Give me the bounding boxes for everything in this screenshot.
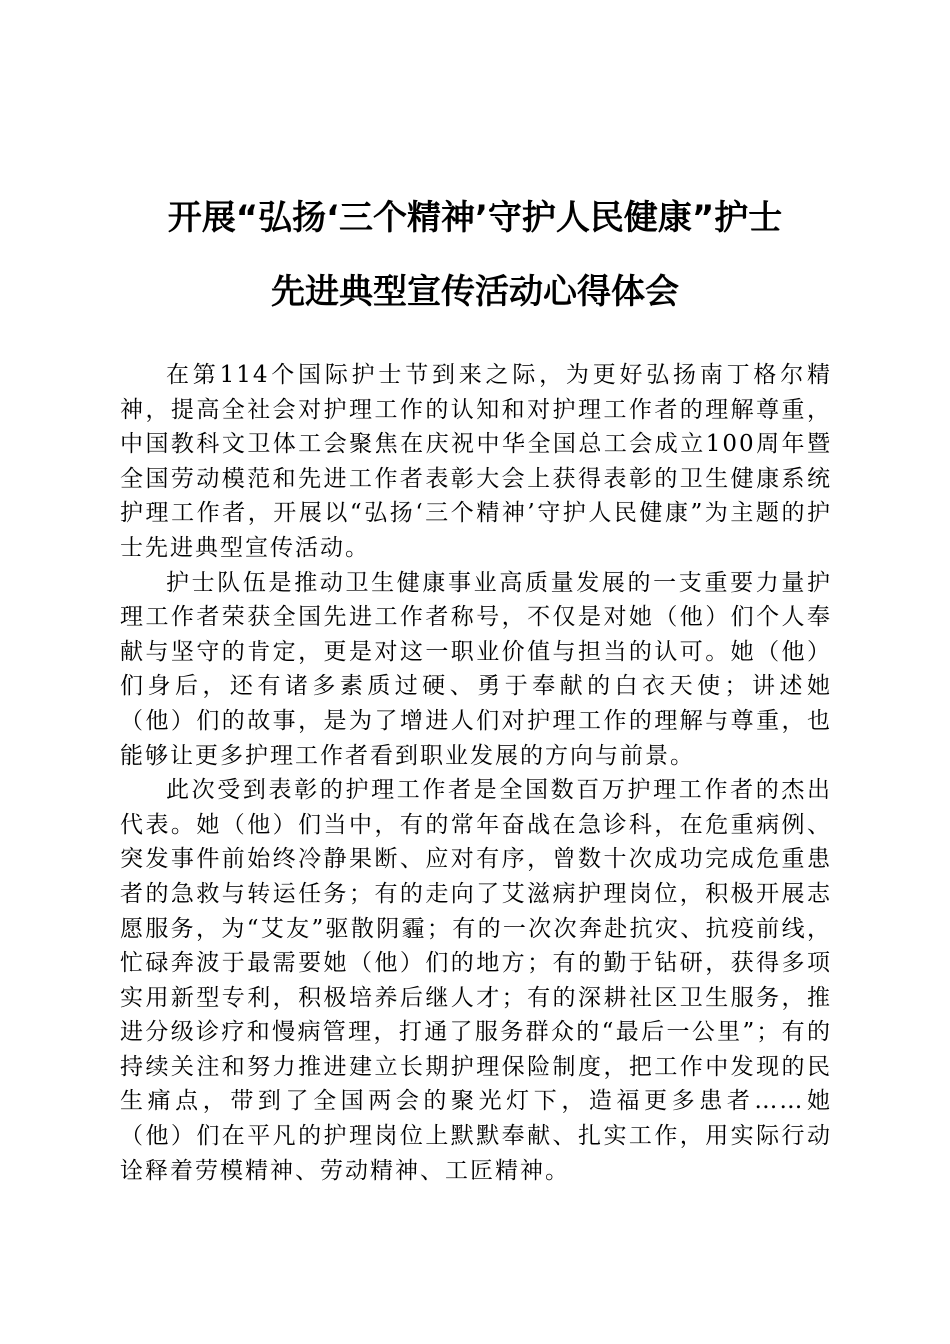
document-title-line-2: 先进典型宣传活动心得体会 <box>271 272 679 312</box>
body-paragraph-3: 此次受到表彰的护理工作者是全国数百万护理工作者的杰出代表。她（他）们当中，有的常年奋战在急诊科，在危重病例、突发事件前始终冷静果断、应对有序，曾数十次成功完成危重患者的急救与转运任务；有的走向了艾滋病护理岗位，积极开展志愿服务，为“艾友”驱散阴霾；有的一次次奔赴抗灾、抗疫前线，忙碌奔波于最需要她（他）们的地方；有的勤于钻研，获得多项实用新型专利，积极培养后继人才；有的深耕社区卫生服务，推进分级诊疗和慢病管理，打通了服务群众的“最后一公里”；有的持续关注和努力推进建立长期护理保险制度，把工作中发现的民生痛点，带到了全国两会的聚光灯下，造福更多患者……她（他）们在平凡的护理岗位上默默奉献、扎实工作，用实际行动诠释着劳模精神、劳动精神、工匠精神。 <box>120 777 832 1184</box>
body-paragraph-1: 在第114个国际护士节到来之际，为更好弘扬南丁格尔精神，提高全社会对护理工作的认知和对护理工作者的理解尊重，中国教科文卫体工会聚焦在庆祝中华全国总工会成立100周年暨全国劳动模范和先进工作者表彰大会上获得表彰的卫生健康系统护理工作者，开展以“弘扬‘三个精神’守护人民健康”为主题的护士先进典型宣传活动。 <box>120 362 832 561</box>
document-title-line-1: 开展“弘扬‘三个精神’守护人民健康”护士 <box>167 198 783 238</box>
body-paragraph-2: 护士队伍是推动卫生健康事业高质量发展的一支重要力量护理工作者荣获全国先进工作者称号，不仅是对她（他）们个人奉献与坚守的肯定，更是对这一职业价值与担当的认可。她（他）们身后，还有诸多素质过硬、勇于奉献的白衣天使；讲述她（他）们的故事，是为了增进人们对护理工作的理解与尊重，也能够让更多护理工作者看到职业发展的方向与前景。 <box>120 569 832 769</box>
document-body <box>120 358 832 1188</box>
